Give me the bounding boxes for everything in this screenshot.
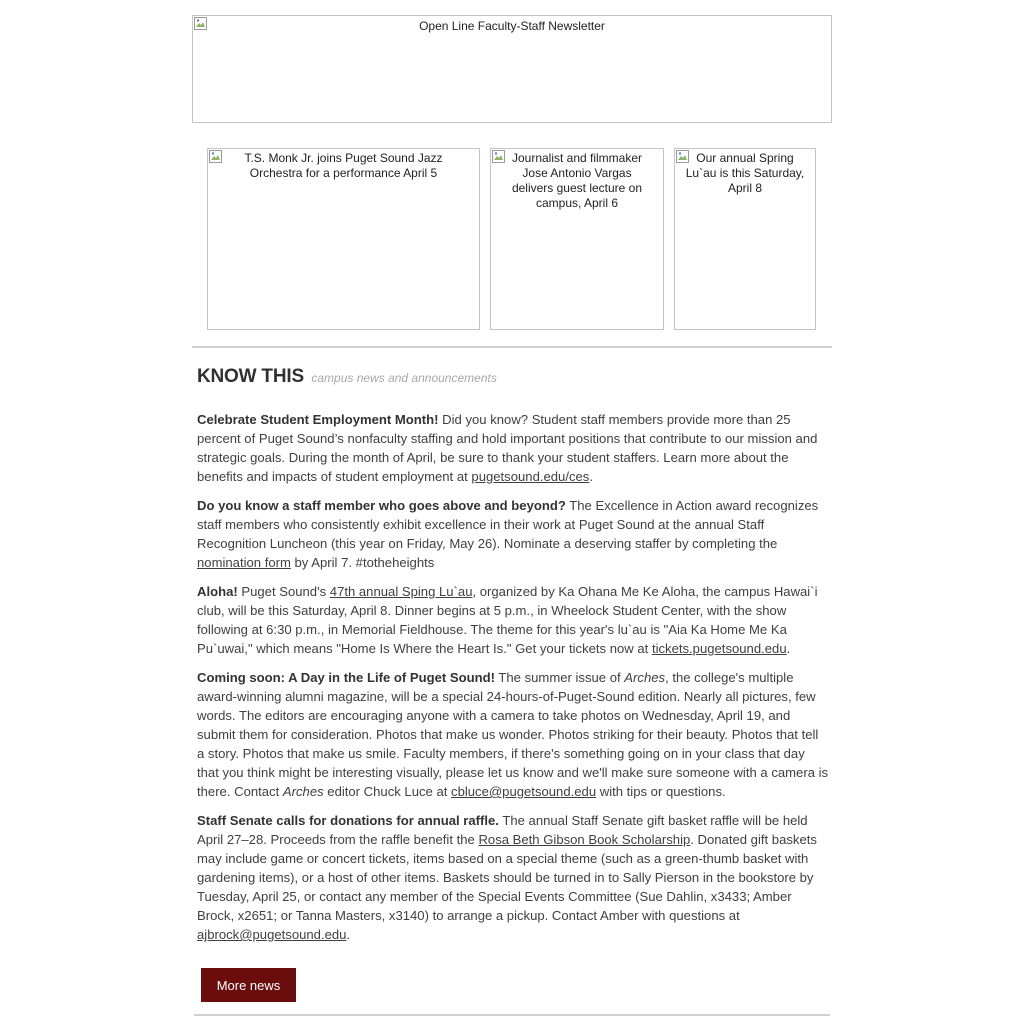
- news-text: .: [589, 469, 593, 484]
- section-divider: [192, 346, 832, 348]
- news-item: [197, 582, 829, 658]
- feature-image-vargas[interactable]: [490, 148, 664, 330]
- news-text: , the college's multiple award-winning alumni magazine, will be a special 24-hours-of-Puget-Sound edition. Nearly all pictures, few words. The editors are encouraging anyone with a camera to take photos on Wednesday, April 19, and submit them for consideration. Photos that make us wonder. Photos striking for their beauty. Photos that tell a story. Photos that make us smile. Faculty members, if there's something going on in your class that day that you think might be interesting visually, please let us know and we'll make sure someone with a camera is there. Contact: [197, 670, 829, 799]
- more-news-button[interactable]: More news: [201, 968, 296, 1002]
- news-item: [197, 668, 829, 801]
- section-subtitle: campus news and announcements: [311, 371, 497, 385]
- news-text: The Excellence in Action award recognizes staff members who consistently exhibit excellence in their work at Puget Sound at the annual Staff Recognition Luncheon (this year on Friday, May 26). Nominate a deserving staffer by completing the: [197, 498, 819, 551]
- header-banner-image[interactable]: [192, 15, 832, 123]
- tickets-link[interactable]: tickets.pugetsound.edu: [651, 641, 787, 656]
- news-headline: Staff Senate calls for donations for annual raffle.: [197, 813, 499, 828]
- news-text: with tips or questions.: [596, 784, 726, 799]
- cbluce-email-link[interactable]: cbluce@pugetsound.edu: [451, 784, 597, 799]
- feature-image-monk[interactable]: [207, 148, 480, 330]
- news-item: [197, 496, 829, 572]
- scholarship-link[interactable]: Rosa Beth Gibson Book Scholarship: [478, 832, 691, 847]
- feature-image-alt: Our annual Spring Lu`au is this Saturday, April 8: [685, 151, 805, 195]
- arches-title: Arches: [624, 670, 666, 685]
- news-text: The summer issue of: [495, 670, 625, 685]
- news-item: [197, 811, 829, 944]
- broken-image-icon: [209, 150, 223, 164]
- news-text: The annual Staff Senate gift basket raffle will be held April 27–28. Proceeds from the raffle benefit the: [197, 813, 808, 847]
- section-heading: [197, 366, 497, 388]
- news-text: by April 7. #totheheights: [290, 555, 435, 570]
- news-text: editor Chuck Luce at: [323, 784, 452, 799]
- news-list: [197, 410, 829, 954]
- news-text: .: [346, 927, 351, 942]
- news-text: Puget Sound's: [237, 584, 330, 599]
- news-headline: Coming soon: A Day in the Life of Puget Sound!: [197, 670, 495, 685]
- header-banner-alt: Open Line Faculty-Staff Newsletter: [419, 19, 605, 33]
- news-headline: Aloha!: [197, 584, 238, 599]
- news-text: , organized by Ka Ohana Me Ke Aloha, the campus Hawai`i club, will be this Saturday, April 8. Dinner begins at 5 p.m., in Wheelock Student Center, with the show following at 6:30 p.m., in Memorial Fieldhouse. The theme for this year's lu`au is "Aia Ka Home Me Ka Pu`uwai," which means "Home Is Where the Heart Is." Get your tickets now at: [197, 584, 818, 656]
- news-headline: Do you know a staff member who goes above and beyond?: [197, 498, 566, 513]
- news-text: Did you know? Student staff members provide more than 25 percent of Puget Sound’s nonfaculty staffing and hold important positions that contribute to our mission and strategic goals. During the month of April, be sure to thank your student staffers. Learn more about the benefits and impacts of student employment at: [197, 412, 818, 484]
- ajbrock-email-link[interactable]: ajbrock@pugetsound.edu: [197, 927, 347, 942]
- news-item: [197, 410, 829, 486]
- broken-image-icon: [676, 150, 690, 164]
- news-text: .: [786, 641, 791, 656]
- feature-image-luau[interactable]: [674, 148, 816, 330]
- arches-title: Arches: [282, 784, 324, 799]
- broken-image-icon: [492, 150, 506, 164]
- feature-image-alt: Journalist and filmmaker Jose Antonio Vargas delivers guest lecture on campus, April 6: [511, 151, 643, 210]
- ces-link[interactable]: pugetsound.edu/ces: [471, 469, 590, 484]
- luau-link[interactable]: 47th annual Sping Lu`au: [329, 584, 473, 599]
- news-headline: Celebrate Student Employment Month!: [197, 412, 439, 427]
- news-text: . Donated gift baskets may include game or concert tickets, items based on a special theme (such as a green-thumb basket with gardening items), or a host of other items. Baskets should be turned in to Sally Pierson in the bookstore by Tuesday, April 25, or contact any member of the Special Events Committee (Sue Dahlin, x3433; Amber Brock, x2651; or Tanna Masters, x3140) to arrange a pickup. Contact Amber with questions at: [197, 832, 817, 923]
- nomination-form-link[interactable]: nomination form: [197, 555, 291, 570]
- bottom-divider: [194, 1014, 830, 1016]
- feature-image-alt: T.S. Monk Jr. joins Puget Sound Jazz Orchestra for a performance April 5: [244, 151, 443, 180]
- broken-image-icon: [194, 17, 208, 31]
- section-title: KNOW THIS: [197, 366, 304, 387]
